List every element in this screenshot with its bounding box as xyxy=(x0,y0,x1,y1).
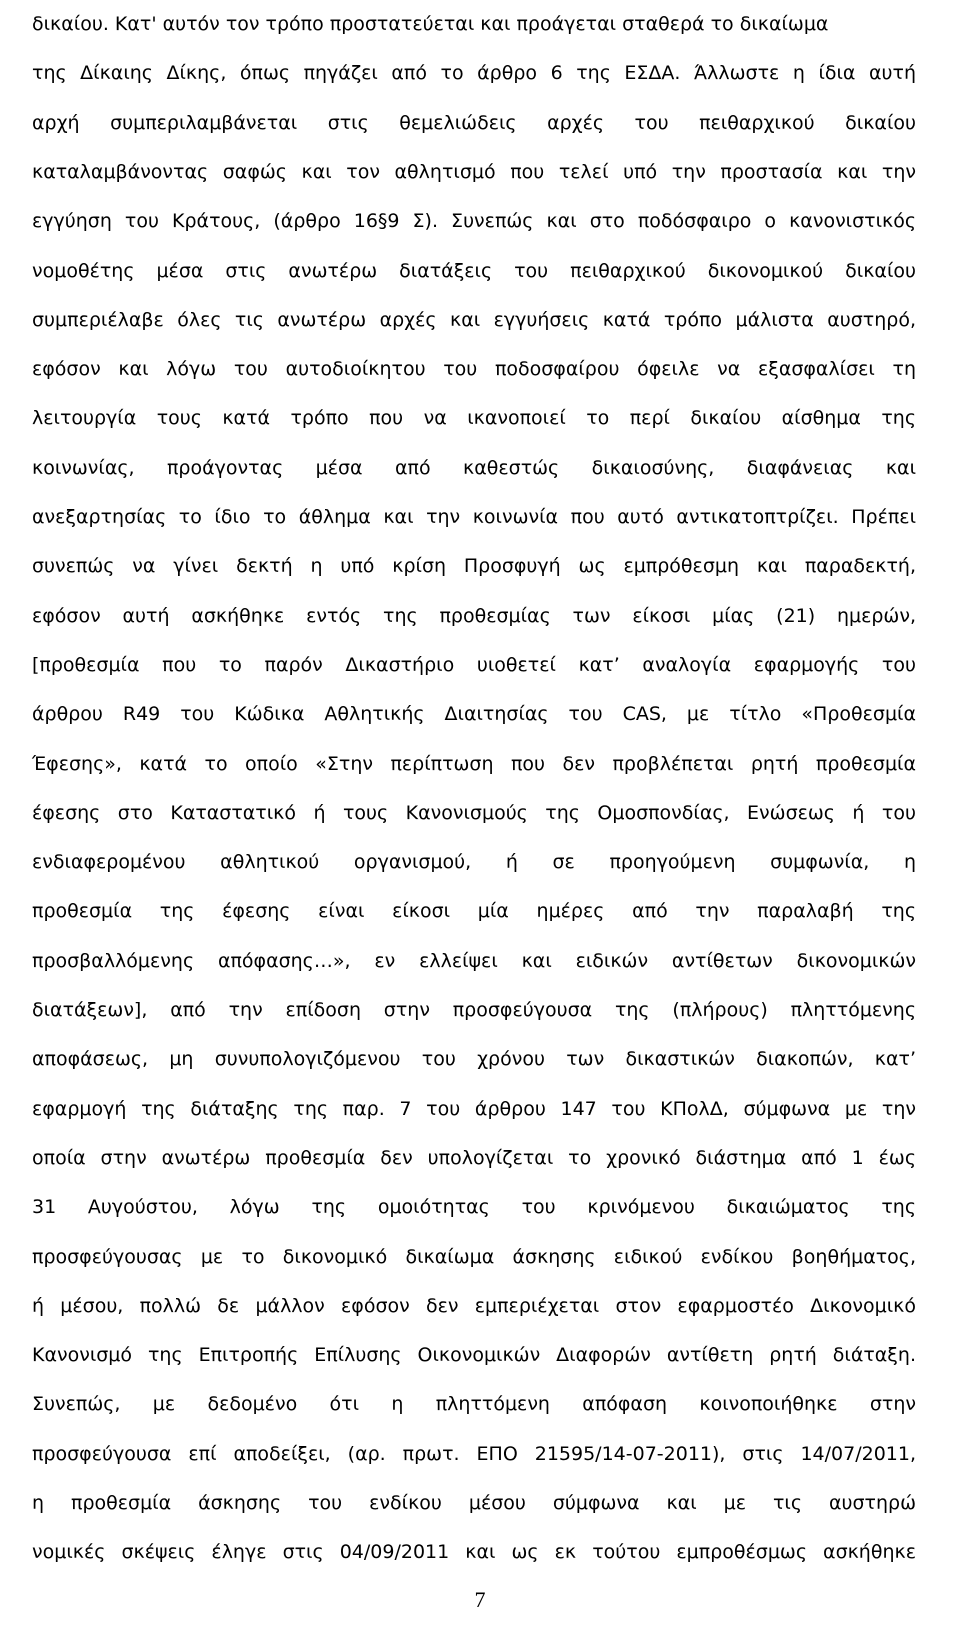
text-line: ή μέσου, πολλώ δε μάλλον εφόσον δεν εμπεριέχεται στον εφαρμοστέο Δικονομικό xyxy=(32,1294,916,1317)
text-line: της Δίκαιης Δίκης, όπως πηγάζει από το άρθρο 6 της ΕΣΔΑ. Άλλωστε η ίδια αυτή xyxy=(32,62,916,85)
text-line: δικαίου. Κατ' αυτόν τον τρόπο προστατεύεται και προάγεται σταθερά το δικαίωμα xyxy=(32,13,829,35)
text-line: προθεσμία της έφεσης είναι είκοσι μία ημέρες από την παραλαβή της xyxy=(32,900,916,923)
text-line: λειτουργία τους κατά τρόπο που να ικανοποιεί το περί δικαίου αίσθημα της xyxy=(32,407,916,430)
page-number: 7 xyxy=(474,1587,486,1612)
text-line: Έφεσης», κατά το οποίο «Στην περίπτωση που δεν προβλέπεται ρητή προθεσμία xyxy=(32,752,916,775)
text-line: προσφεύγουσα επί αποδείξει, (αρ. πρωτ. ΕΠΟ 21595/14-07-2011), στις 14/07/2011, xyxy=(32,1442,916,1465)
text-line: εφαρμογή της διάταξης της παρ. 7 του άρθρου 147 του ΚΠολΔ, σύμφωνα με την xyxy=(32,1097,916,1120)
text-line: ανεξαρτησίας το ίδιο το άθλημα και την κοινωνία που αυτό αντικατοπτρίζει. Πρέπει xyxy=(32,506,916,528)
text-line: εφόσον αυτή ασκήθηκε εντός της προθεσμίας των είκοσι μίας (21) ημερών, xyxy=(32,604,916,627)
text-line: αποφάσεως, μη συνυπολογιζόμενου του χρόνου των δικαστικών διακοπών, κατ’ xyxy=(32,1048,916,1071)
text-line: ενδιαφερομένου αθλητικού οργανισμού, ή σε προηγούμενη συμφωνία, η xyxy=(32,851,916,874)
text-line: άρθρου R49 του Κώδικα Αθλητικής Διαιτησίας του CAS, με τίτλο «Προθεσμία xyxy=(32,703,916,726)
text-line: οποία στην ανωτέρω προθεσμία δεν υπολογίζεται το χρονικό διάστημα από 1 έως xyxy=(32,1146,916,1169)
text-line: εφόσον και λόγω του αυτοδιοίκητου του ποδοσφαίρου όφειλε να εξασφαλίσει τη xyxy=(32,358,916,381)
text-line: έφεσης στο Καταστατικό ή τους Κανονισμούς της Ομοσπονδίας, Ενώσεως ή του xyxy=(32,801,916,824)
text-line: συνεπώς να γίνει δεκτή η υπό κρίση Προσφυγή ως εμπρόθεσμη και παραδεκτή, xyxy=(32,555,916,578)
text-line: 31 Αυγούστου, λόγω της ομοιότητας του κρινόμενου δικαιώματος της xyxy=(32,1196,916,1219)
text-line: συμπεριέλαβε όλες τις ανωτέρω αρχές και εγγυήσεις κατά τρόπο μάλιστα αυστηρό, xyxy=(32,308,916,331)
text-line: αρχή συμπεριλαμβάνεται στις θεμελιώδεις αρχές του πειθαρχικού δικαίου xyxy=(32,111,916,134)
text-line: νομοθέτης μέσα στις ανωτέρω διατάξεις του πειθαρχικού δικονομικού δικαίου xyxy=(32,259,916,282)
text-line: κοινωνίας, προάγοντας μέσα από καθεστώς δικαιοσύνης, διαφάνειας και xyxy=(32,456,916,479)
text-line: προσβαλλόμενης απόφασης…», εν ελλείψει και ειδικών αντίθετων δικονομικών xyxy=(32,949,916,972)
text-line: [προθεσμία που το παρόν Δικαστήριο υιοθετεί κατ’ αναλογία εφαρμογής του xyxy=(32,653,916,676)
text-line: προσφεύγουσας με το δικονομικό δικαίωμα άσκησης ειδικού ενδίκου βοηθήματος, xyxy=(32,1245,916,1268)
text-line: διατάξεων], από την επίδοση στην προσφεύγουσα της (πλήρους) πληττόμενης xyxy=(32,999,916,1021)
text-line: η προθεσμία άσκησης του ενδίκου μέσου σύμφωνα και με τις αυστηρώ xyxy=(32,1492,916,1514)
text-line: νομικές σκέψεις έληγε στις 04/09/2011 και ως εκ τούτου εμπροθέσμως ασκήθηκε xyxy=(32,1541,916,1564)
text-line: Συνεπώς, με δεδομένο ότι η πληττόμενη απόφαση κοινοποιήθηκε στην xyxy=(32,1393,916,1416)
text-line: Κανονισμό της Επιτροπής Επίλυσης Οικονομικών Διαφορών αντίθετη ρητή διάταξη. xyxy=(32,1344,916,1367)
text-line: καταλαμβάνοντας σαφώς και τον αθλητισμό που τελεί υπό την προστασία και την xyxy=(32,160,916,183)
text-line: εγγύηση του Κράτους, (άρθρο 16§9 Σ). Συνεπώς και στο ποδόσφαιρο ο κανονιστικός xyxy=(32,210,916,233)
